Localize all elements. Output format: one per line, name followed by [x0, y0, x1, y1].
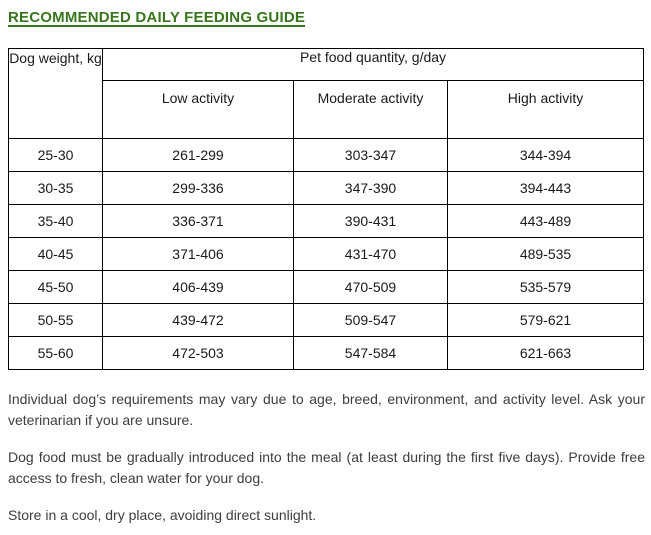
table-row [9, 337, 644, 370]
cell-moderate: 470-509 [294, 271, 448, 304]
cell-low: 299-336 [103, 172, 294, 205]
cell-moderate: 547-584 [294, 337, 448, 370]
notes-section [8, 389, 645, 526]
note-individual-requirements: Individual dog’s requirements may vary due to age, breed, environment, and activity level. Ask your veterinarian if you are unsure. [8, 391, 645, 428]
header-low-activity: Low activity [103, 81, 294, 139]
table-row [9, 271, 644, 304]
table-row [9, 304, 644, 337]
cell-weight: 45-50 [9, 271, 103, 304]
cell-moderate: 390-431 [294, 205, 448, 238]
cell-moderate: 303-347 [294, 139, 448, 172]
cell-weight: 55-60 [9, 337, 103, 370]
cell-weight: 35-40 [9, 205, 103, 238]
cell-high: 489-535 [448, 238, 644, 271]
header-row-group [9, 49, 644, 81]
header-quantity-group: Pet food quantity, g/day [103, 49, 644, 81]
table-header [9, 49, 644, 139]
header-row-activity [9, 81, 644, 139]
header-high-activity: High activity [448, 81, 644, 139]
page-title: RECOMMENDED DAILY FEEDING GUIDE [8, 9, 306, 26]
cell-high: 394-443 [448, 172, 644, 205]
note-storage: Store in a cool, dry place, avoiding direct sunlight. [8, 507, 317, 523]
cell-low: 371-406 [103, 238, 294, 271]
feeding-guide-table [8, 48, 644, 370]
cell-low: 472-503 [103, 337, 294, 370]
cell-low: 336-371 [103, 205, 294, 238]
table-body [9, 139, 644, 370]
header-dog-weight: Dog weight, kg [9, 49, 103, 139]
table-row [9, 205, 644, 238]
table-row [9, 238, 644, 271]
cell-moderate: 347-390 [294, 172, 448, 205]
table-row [9, 139, 644, 172]
cell-high: 621-663 [448, 337, 644, 370]
cell-weight: 50-55 [9, 304, 103, 337]
cell-weight: 40-45 [9, 238, 103, 271]
cell-high: 535-579 [448, 271, 644, 304]
cell-low: 261-299 [103, 139, 294, 172]
cell-moderate: 431-470 [294, 238, 448, 271]
cell-weight: 30-35 [9, 172, 103, 205]
note-gradual-introduction: Dog food must be gradually introduced into the meal (at least during the first five days). Provide free access to fresh, clean water for your dog. [8, 449, 645, 486]
cell-low: 406-439 [103, 271, 294, 304]
cell-high: 344-394 [448, 139, 644, 172]
cell-high: 579-621 [448, 304, 644, 337]
cell-high: 443-489 [448, 205, 644, 238]
table-row [9, 172, 644, 205]
cell-moderate: 509-547 [294, 304, 448, 337]
cell-weight: 25-30 [9, 139, 103, 172]
cell-low: 439-472 [103, 304, 294, 337]
header-moderate-activity: Moderate activity [294, 81, 448, 139]
